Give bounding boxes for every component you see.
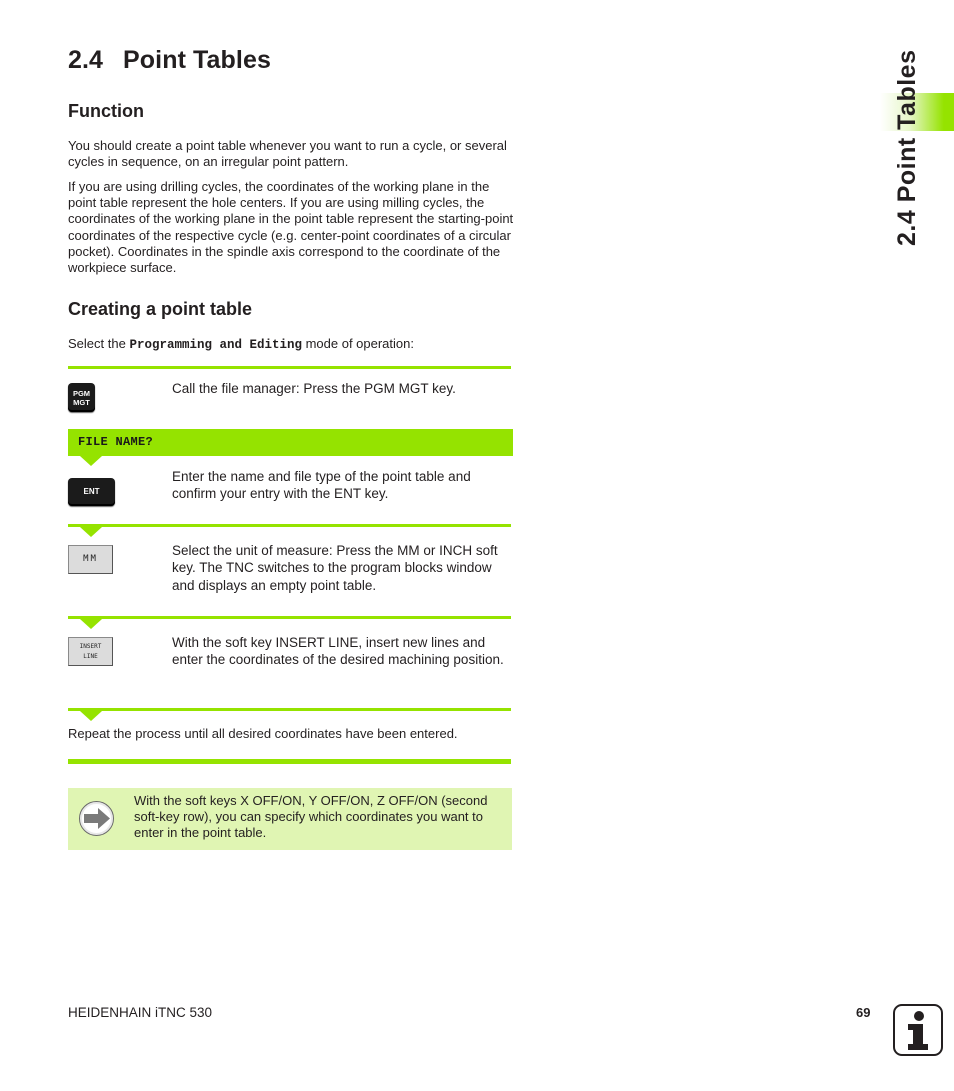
end-rule xyxy=(68,759,511,764)
step-rule xyxy=(68,366,511,369)
pgm-mgt-key-line2: MGT xyxy=(73,398,90,407)
function-paragraph-2: If you are using drilling cycles, the coordinates of the working plane in the point table represent the hole centers. If you are using milling cycles, the coordinates of the working plane in the point table represent the starting-point coordinates of the respective cycle (e.g. center-point coordinates of a circular pocket). Coordinates in the spindle axis correspond to the coordinate of the workpiece surface. xyxy=(68,179,514,276)
note-text: With the soft keys X OFF/ON, Y OFF/ON, Z OFF/ON (second soft-key row), you can specify which coordinates you want to enter in the point table. xyxy=(134,793,488,840)
info-icon xyxy=(893,1004,943,1056)
section-title-text: Point Tables xyxy=(123,46,271,74)
side-section-title: 2.4 Point Tables xyxy=(893,49,921,246)
prompt-text: FILE NAME? xyxy=(78,435,154,449)
arrow-down-icon xyxy=(80,619,102,629)
creating-heading: Creating a point table xyxy=(68,299,253,319)
intro-after: mode of operation: xyxy=(301,336,414,351)
step-ent-text: Enter the name and file type of the point table and confirm your entry with the ENT key. xyxy=(172,469,471,502)
insert-line-key-line2: LINE xyxy=(83,653,98,660)
insert-line-key-line1: INSERT xyxy=(79,643,102,650)
function-heading: Function xyxy=(68,101,144,121)
step-rule xyxy=(68,708,511,711)
function-paragraph-1: You should create a point table whenever you want to run a cycle, or several cycles in sequence, on an irregular point pattern. xyxy=(68,138,507,170)
arrow-down-icon xyxy=(80,456,102,466)
arrow-right-icon xyxy=(79,801,114,836)
pgm-mgt-key-line1: PGM xyxy=(72,389,91,398)
step-pgm-text: Call the file manager: Press the PGM MGT key. xyxy=(172,381,456,396)
section-title xyxy=(68,46,271,75)
mm-softkey: MM xyxy=(68,545,113,574)
creating-intro xyxy=(68,336,518,353)
footer-product: HEIDENHAIN iTNC 530 xyxy=(68,1005,213,1020)
section-number: 2.4 xyxy=(68,46,104,74)
step-insert-text: With the soft key INSERT LINE, insert new lines and enter the coordinates of the desired machining position. xyxy=(172,635,504,668)
step-mm-text: Select the unit of measure: Press the MM or INCH soft key. The TNC switches to the program blocks window and displays an empty point table. xyxy=(172,543,498,593)
arrow-down-icon xyxy=(80,711,102,721)
step-rule xyxy=(68,616,511,619)
repeat-text: Repeat the process until all desired coordinates have been entered. xyxy=(68,726,458,741)
intro-before: Select the xyxy=(68,336,130,351)
pgm-mgt-key xyxy=(68,383,95,412)
page-number: 69 xyxy=(856,1005,871,1020)
dialog-prompt xyxy=(68,429,513,456)
ent-key: ENT xyxy=(68,478,115,506)
step-rule xyxy=(68,524,511,527)
insert-line-softkey xyxy=(68,637,113,666)
mode-name: Programming and Editing xyxy=(129,338,302,352)
arrow-down-icon xyxy=(80,527,102,537)
